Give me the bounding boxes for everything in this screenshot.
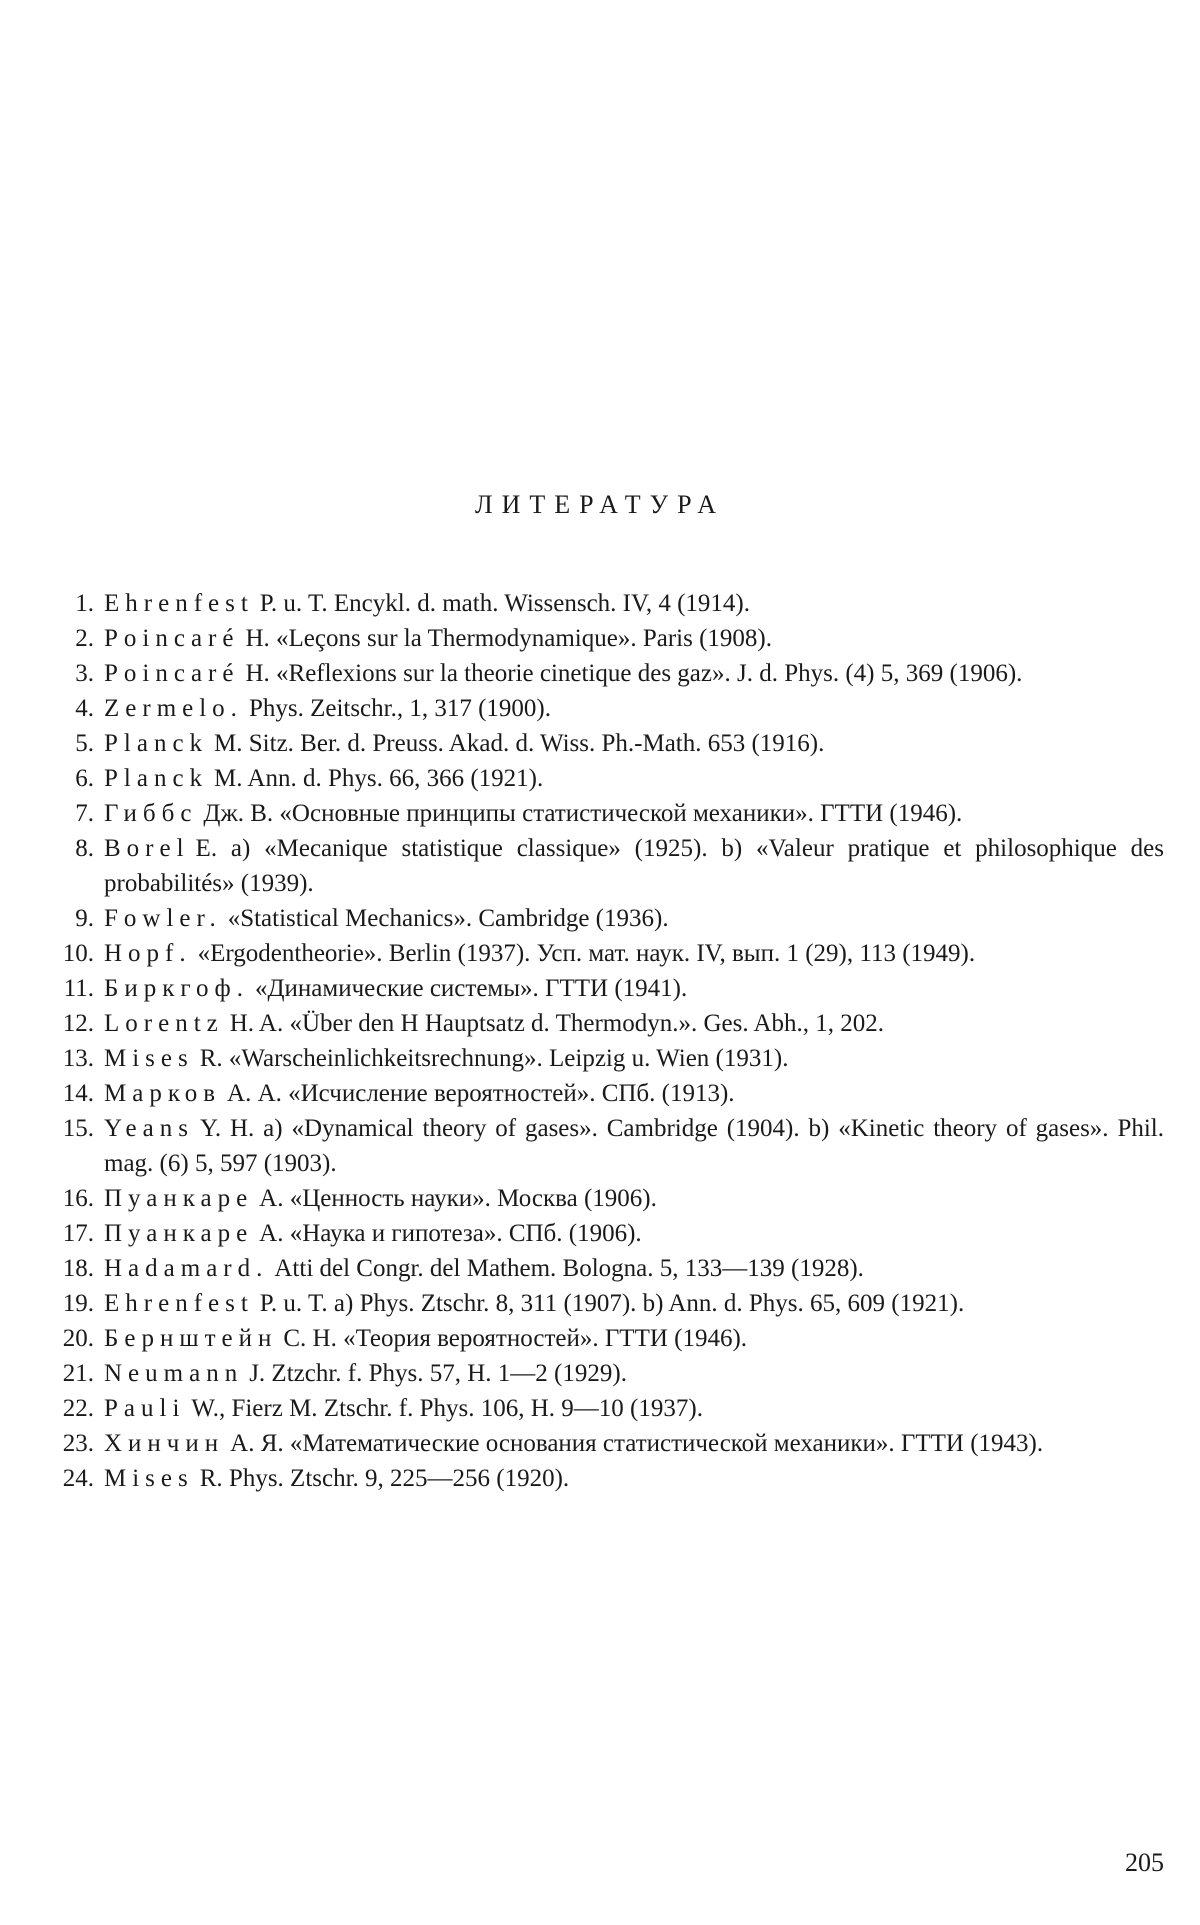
- reference-item: [38, 1461, 1164, 1496]
- reference-list: [38, 586, 1164, 1496]
- reference-number: 22.: [62, 1395, 94, 1422]
- reference-author: Пуанкаре: [104, 1185, 254, 1212]
- reference-author: Бернштейн: [104, 1325, 278, 1352]
- reference-body: [104, 1426, 1164, 1461]
- reference-text: W., Fierz M. Ztschr. f. Phys. 106, H. 9—10 (1937).: [191, 1395, 703, 1422]
- reference-item: [38, 691, 1164, 726]
- reference-author: Poincaré: [104, 660, 240, 687]
- reference-item: [38, 1006, 1164, 1041]
- reference-body: [104, 1006, 1164, 1041]
- reference-body: [104, 1111, 1164, 1181]
- reference-item: [38, 1076, 1164, 1111]
- reference-item: [38, 1216, 1164, 1251]
- reference-text: Phys. Zeitschr., 1, 317 (1900).: [248, 695, 552, 722]
- reference-body: [104, 971, 1164, 1006]
- reference-author: Пуанкаре: [104, 1220, 254, 1247]
- reference-number: 17.: [62, 1220, 94, 1247]
- reference-author: Hopf.: [104, 940, 192, 967]
- reference-body: [104, 796, 1164, 831]
- reference-number: 8.: [75, 835, 94, 862]
- reference-number: 21.: [62, 1360, 94, 1387]
- reference-text: R. «Warscheinlichkeitsrechnung». Leipzig u. Wien (1931).: [199, 1045, 789, 1072]
- reference-item: [38, 971, 1164, 1006]
- reference-text: А. Я. «Математические основания статистической механики». ГТТИ (1943).: [230, 1430, 1044, 1457]
- reference-item: [38, 1426, 1164, 1461]
- reference-item: [38, 1321, 1164, 1356]
- reference-number: 9.: [75, 905, 94, 932]
- reference-body: [104, 691, 1164, 726]
- reference-text: Y. H. a) «Dynamical theory of gases». Cambridge (1904). b) «Kinetic theory of gases». Phil. mag. (6) 5, 597 (1903).: [104, 1115, 1164, 1177]
- page-title: ЛИТЕРАТУРА: [475, 490, 725, 519]
- reference-text: J. Ztzchr. f. Phys. 57, H. 1—2 (1929).: [249, 1360, 627, 1387]
- reference-author: Марков: [104, 1080, 222, 1107]
- reference-body: [104, 726, 1164, 761]
- reference-author: Ehrenfest: [104, 1290, 254, 1317]
- reference-body: [104, 586, 1164, 621]
- reference-body: [104, 901, 1164, 936]
- reference-number: 5.: [75, 730, 94, 757]
- reference-item: [38, 656, 1164, 691]
- reference-item: [38, 1356, 1164, 1391]
- reference-text: M. Ann. d. Phys. 66, 366 (1921).: [214, 765, 544, 792]
- reference-number: 16.: [62, 1185, 94, 1212]
- reference-author: Zermelo.: [104, 695, 243, 722]
- reference-text: P. u. T. Encykl. d. math. Wissensch. IV, 4 (1914).: [259, 590, 750, 617]
- reference-body: [104, 831, 1164, 901]
- reference-body: [104, 761, 1164, 796]
- reference-number: 19.: [62, 1290, 94, 1317]
- reference-number: 23.: [62, 1430, 94, 1457]
- reference-item: [38, 901, 1164, 936]
- reference-author: Poincaré: [104, 625, 240, 652]
- reference-number: 10.: [62, 940, 94, 967]
- reference-text: P. u. T. a) Phys. Ztschr. 8, 311 (1907). b) Ann. d. Phys. 65, 609 (1921).: [259, 1290, 965, 1317]
- reference-number: 14.: [62, 1080, 94, 1107]
- reference-item: [38, 586, 1164, 621]
- reference-item: [38, 796, 1164, 831]
- reference-item: [38, 831, 1164, 901]
- reference-item: [38, 1041, 1164, 1076]
- reference-author: Planck: [104, 765, 209, 792]
- reference-item: [38, 1111, 1164, 1181]
- reference-text: H. «Reflexions sur la theorie cinetique des gaz». J. d. Phys. (4) 5, 369 (1906).: [245, 660, 1023, 687]
- reference-author: Биркгоф.: [104, 975, 249, 1002]
- reference-body: [104, 1041, 1164, 1076]
- reference-body: [104, 936, 1164, 971]
- reference-number: 6.: [75, 765, 94, 792]
- reference-author: Hadamard.: [104, 1255, 269, 1282]
- reference-text: «Statistical Mechanics». Cambridge (1936).: [227, 905, 669, 932]
- reference-number: 15.: [62, 1115, 94, 1142]
- reference-author: Borel: [104, 835, 190, 862]
- reference-text: Дж. В. «Основные принципы статистической механики». ГТТИ (1946).: [203, 800, 963, 827]
- reference-text: А. «Ценность науки». Москва (1906).: [259, 1185, 657, 1212]
- reference-text: А. «Наука и гипотеза». СПб. (1906).: [259, 1220, 642, 1247]
- reference-text: H. A. «Über den H Hauptsatz d. Thermodyn.». Ges. Abh., 1, 202.: [229, 1010, 885, 1037]
- reference-text: А. А. «Исчисление вероятностей». СПб. (1913).: [227, 1080, 735, 1107]
- reference-item: [38, 761, 1164, 796]
- reference-author: Fowler.: [104, 905, 222, 932]
- reference-author: Yeans: [104, 1115, 194, 1142]
- reference-body: [104, 1356, 1164, 1391]
- reference-number: 13.: [62, 1045, 94, 1072]
- reference-number: 20.: [62, 1325, 94, 1352]
- reference-author: Lorentz: [104, 1010, 224, 1037]
- reference-item: [38, 1251, 1164, 1286]
- reference-body: [104, 1216, 1164, 1251]
- reference-body: [104, 1321, 1164, 1356]
- reference-item: [38, 1391, 1164, 1426]
- reference-text: M. Sitz. Ber. d. Preuss. Akad. d. Wiss. Ph.-Math. 653 (1916).: [214, 730, 825, 757]
- reference-text: С. Н. «Теория вероятностей». ГТТИ (1946).: [283, 1325, 748, 1352]
- reference-text: H. «Leçons sur la Thermodynamique». Paris (1908).: [245, 625, 772, 652]
- reference-item: [38, 936, 1164, 971]
- reference-number: 2.: [75, 625, 94, 652]
- reference-author: Planck: [104, 730, 209, 757]
- reference-author: Ehrenfest: [104, 590, 254, 617]
- reference-author: Хинчин: [104, 1430, 225, 1457]
- reference-text: «Динамические системы». ГТТИ (1941).: [254, 975, 688, 1002]
- reference-number: 12.: [62, 1010, 94, 1037]
- reference-body: [104, 1251, 1164, 1286]
- reference-number: 18.: [62, 1255, 94, 1282]
- reference-item: [38, 726, 1164, 761]
- reference-number: 3.: [75, 660, 94, 687]
- reference-author: Mises: [104, 1465, 194, 1492]
- reference-author: Neumann: [104, 1360, 244, 1387]
- reference-author: Mises: [104, 1045, 194, 1072]
- reference-body: [104, 1461, 1164, 1496]
- reference-text: Atti del Congr. del Mathem. Bologna. 5, 133—139 (1928).: [274, 1255, 864, 1282]
- reference-number: 11.: [63, 975, 94, 1002]
- reference-number: 1.: [75, 590, 94, 617]
- reference-number: 4.: [75, 695, 94, 722]
- reference-body: [104, 1391, 1164, 1426]
- reference-item: [38, 1181, 1164, 1216]
- reference-body: [104, 1076, 1164, 1111]
- reference-author: Гиббс: [104, 800, 198, 827]
- reference-author: Pauli: [104, 1395, 186, 1422]
- reference-text: R. Phys. Ztschr. 9, 225—256 (1920).: [199, 1465, 570, 1492]
- reference-body: [104, 621, 1164, 656]
- reference-body: [104, 1181, 1164, 1216]
- reference-item: [38, 621, 1164, 656]
- reference-number: 24.: [62, 1465, 94, 1492]
- reference-text: E. a) «Mecanique statistique classique» (1925). b) «Valeur pratique et philosophique des probabilités» (1939).: [104, 835, 1164, 897]
- page-number: 205: [1125, 1848, 1164, 1877]
- reference-body: [104, 656, 1164, 691]
- reference-body: [104, 1286, 1164, 1321]
- reference-item: [38, 1286, 1164, 1321]
- reference-text: «Ergodentheorie». Berlin (1937). Усп. мат. наук. IV, вып. 1 (29), 113 (1949).: [197, 940, 976, 967]
- reference-number: 7.: [75, 800, 94, 827]
